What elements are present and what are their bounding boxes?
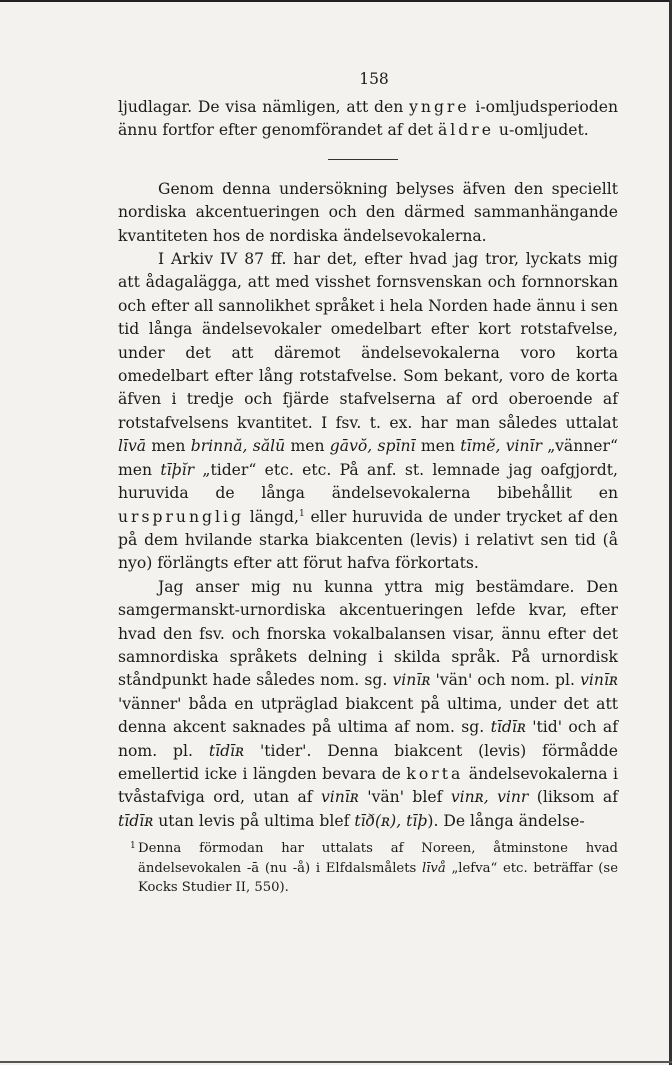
paragraph-1: Genom denna undersökning belyses äfven den speciellt nordiska akcentueringen och den därmed sammanhängande kvantiteten hos de nordiska ändelsevokalerna. xyxy=(118,179,618,245)
text-run: (liksom af xyxy=(528,788,618,807)
paragraph-2 xyxy=(118,248,618,576)
book-page xyxy=(118,62,618,898)
paragraph-intro xyxy=(118,96,618,143)
text-run: ). De långa ändelse- xyxy=(427,811,585,830)
spaced-word: äldre xyxy=(438,121,494,140)
italic-word: brinnă, sălū xyxy=(190,437,286,456)
italic-word: vinīʀ xyxy=(580,671,618,690)
text-run: 'vänner' båda en utpräglad biakcent på ultima, under det att denna akcent saknades på ultima af nom. sg. xyxy=(118,694,618,737)
italic-word: tīdīʀ xyxy=(490,718,526,737)
italic-word: līvā xyxy=(118,437,147,456)
text-run: utan levis på ultima blef xyxy=(153,811,355,830)
page-number: 158 xyxy=(359,70,389,88)
footnotes xyxy=(118,839,618,898)
scan-edge-top xyxy=(0,0,672,2)
text-run: „vänner“ men xyxy=(118,437,618,479)
text-run: 'tider'. Denna biakcent (levis) förmådde emellertid icke i längden bevara de xyxy=(118,741,619,783)
italic-word: vinīʀ xyxy=(320,788,359,807)
text-run: eller huruvida de under trycket af den på dem hvilande starka biakcenten (levis) i relativt sen tid (å nyo) förlängts efter att förut hafva förkortats. xyxy=(118,507,618,573)
italic-word: tīð(ʀ), tīþ xyxy=(354,811,428,830)
italic-word: vinīʀ xyxy=(392,671,431,690)
italic-word: tīdīʀ xyxy=(208,741,245,760)
italic-word: tīmĕ, vinīr xyxy=(460,437,542,456)
text-run: Denna förmodan har uttalats af Noreen, åtminstone hvad ändelsevokalen -ā (nu -å) i Elfdalsmålets xyxy=(138,841,618,876)
text-run: 'vän' blef xyxy=(358,788,451,807)
italic-word: līvå xyxy=(422,860,446,876)
text-run: längd, xyxy=(243,507,299,526)
text-run: „tider“ etc. etc. På anf. st. lemnade jag oafgjordt, huruvida de långa ändelsevokalerna bibehållit en xyxy=(118,460,619,503)
italic-word: tīdīʀ xyxy=(118,811,154,830)
text-run: Jag anser mig nu kunna yttra mig bestämdare. Den samgermanskt-urnordiska akcentueringen lefde kvar, efter hvad den fsv. och fnorska vokalbalansen visar, ännu efter det samnordiska språkets delning i skilda språk. På urnordisk ståndpunkt hade således nom. sg. xyxy=(118,577,618,690)
text-run: 'tid' och af nom. pl. xyxy=(118,718,618,760)
text-run: men xyxy=(285,437,330,456)
spaced-word: ursprunglig xyxy=(118,507,244,526)
text-run: ljudlagar. De visa nämligen, att den xyxy=(118,98,410,116)
italic-word: gāvŏ, spīnī xyxy=(329,437,416,456)
spaced-word: yngre xyxy=(409,98,470,116)
spaced-word: korta xyxy=(406,764,464,783)
paragraph-3 xyxy=(118,576,618,833)
italic-word: tīþĭr xyxy=(160,460,195,479)
text-run: ändelsevokalerna i tvåstafviga ord, utan af xyxy=(118,764,619,807)
italic-word: vinʀ, vinr xyxy=(450,788,529,807)
text-run: i-omljudsperioden ännu fortfor efter genomförandet af det xyxy=(118,98,618,140)
footnote-1 xyxy=(118,839,618,898)
text-run: I Arkiv IV 87 ff. har det, efter hvad jag tror, lyckats mig att ådagalägga, att med visshet fornsvenskan och fornnorskan och efter all sannolikhet språket i hela Norden hade ännu i sen tid långa ändelsevokaler omedelbart efter kort rotstafvelse, under det att däremot ändelsevokalerna voro korta omedelbart efter lång rotstafvelse. Som bekant, voro de korta äfven i tredje och fjärde stafvelserna af ord oberoende af rotstafvelsens kvantitet. I fsv. t. ex. har man således uttalat xyxy=(118,250,618,432)
footnote-reference: 1 xyxy=(298,508,305,519)
text-run: men xyxy=(415,437,461,456)
text-run: men xyxy=(146,437,191,456)
text-run: 'vän' och nom. pl. xyxy=(430,671,581,690)
footnote-mark: 1 xyxy=(130,841,136,852)
text-run: u-omljudet. xyxy=(493,121,589,140)
section-divider xyxy=(328,159,398,160)
scan-edge-bottom xyxy=(0,1061,672,1063)
text-run: „lefva“ etc. beträffar (se Kocks Studier II, 550). xyxy=(138,860,619,896)
